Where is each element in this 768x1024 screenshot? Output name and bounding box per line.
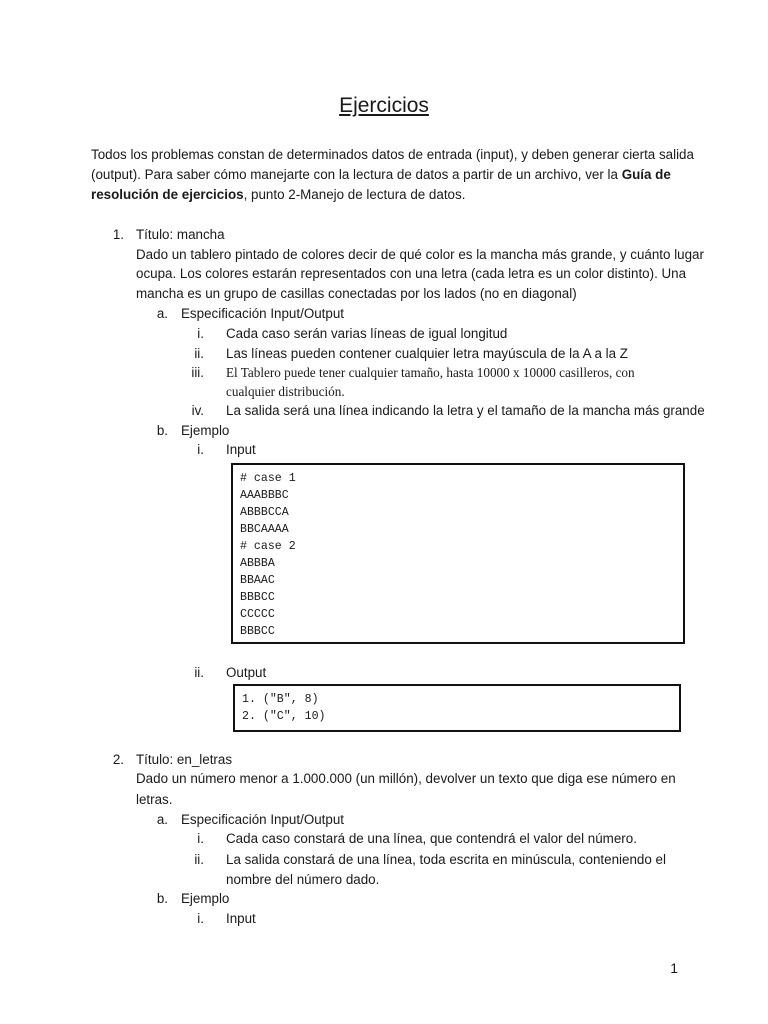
ex1-example-label: Ejemplo — [181, 423, 230, 438]
ex1-spec-item-marker: i. — [197, 326, 204, 341]
ex1-input-code-box — [231, 463, 685, 644]
ex1-spec-label: Especificación Input/Output — [181, 306, 345, 321]
page-number: 1 — [670, 960, 678, 976]
ex1-spec-item-marker: iv. — [191, 403, 204, 418]
ex2-input-label: Input — [226, 911, 256, 926]
ex1-spec-item-marker: iii. — [191, 365, 204, 380]
ex1-spec-item-cont: cualquier distribución. — [226, 384, 345, 399]
ex1-output-code-box — [233, 684, 681, 732]
intro-line-3: resolución de ejercicios, punto 2-Manejo de lectura de datos. — [91, 187, 466, 202]
ex1-spec-item: El Tablero puede tener cualquier tamaño, hasta 10000 x 10000 casilleros, con — [226, 365, 635, 380]
ex1-spec-item: La salida será una línea indicando la letra y el tamaño de la mancha más grande — [226, 403, 705, 418]
ex1-output-label: Output — [226, 665, 267, 680]
ex2-title: Título: en_letras — [136, 752, 233, 767]
ex1-example-marker: b. — [156, 423, 168, 438]
ex1-input-label: Input — [226, 442, 256, 457]
ex1-desc-line-2: ocupa. Los colores estarán representados con una letra (cada letra es un color distinto). Una — [136, 266, 687, 281]
ex1-spec-item-marker: ii. — [194, 346, 204, 361]
guide-link-text: Guía de — [621, 167, 671, 182]
ex2-desc-line-1: Dado un número menor a 1.000.000 (un millón), devolver un texto que diga ese número en — [136, 771, 676, 786]
ex2-spec-item-marker: ii. — [194, 852, 204, 867]
ex1-spec-item: Cada caso serán varias líneas de igual longitud — [226, 326, 508, 341]
ex2-spec-item: Cada caso constará de una línea, que contendrá el valor del número. — [226, 831, 637, 846]
ex2-example-marker: b. — [156, 891, 168, 906]
intro-line-2: (output). Para saber cómo manejarte con la lectura de datos a partir de un archivo, ver la Guía de — [91, 167, 671, 182]
ex1-input-code: # case 1 AAABBBC ABBBCCA BBCAAAA # case 2 ABBBA BBAAC BBBCC CCCCC BBBCC — [240, 472, 296, 638]
ex1-output-marker: ii. — [194, 665, 204, 680]
ex2-spec-item-marker: i. — [197, 831, 204, 846]
ex1-input-marker: i. — [197, 442, 204, 457]
ex1-spec-item: Las líneas pueden contener cualquier letra mayúscula de la A a la Z — [226, 346, 628, 361]
ex2-desc-line-2: letras. — [136, 792, 173, 807]
ex1-spec-marker: a. — [156, 306, 168, 321]
page-title: Ejercicios — [339, 94, 429, 117]
ex2-number: 2. — [112, 752, 124, 767]
ex1-desc-line-1: Dado un tablero pintado de colores decir de qué color es la mancha más grande, y cuánto lugar — [136, 247, 704, 262]
ex2-input-marker: i. — [197, 911, 204, 926]
ex1-desc-line-3: mancha es un grupo de casillas conectadas por los lados (no en diagonal) — [136, 286, 577, 301]
ex1-title: Título: mancha — [136, 227, 225, 242]
ex2-spec-item: La salida constará de una línea, toda escrita en minúscula, conteniendo el — [226, 852, 666, 867]
ex2-spec-marker: a. — [156, 812, 168, 827]
ex2-example-label: Ejemplo — [181, 891, 230, 906]
ex1-number: 1. — [112, 227, 124, 242]
ex2-spec-item-cont: nombre del número dado. — [226, 872, 380, 887]
ex1-output-code: 1. ("B", 8) 2. ("C", 10) — [242, 693, 326, 723]
ex2-spec-label: Especificación Input/Output — [181, 812, 345, 827]
intro-line-1: Todos los problemas constan de determinados datos de entrada (input), y deben generar cierta salida — [91, 147, 694, 162]
